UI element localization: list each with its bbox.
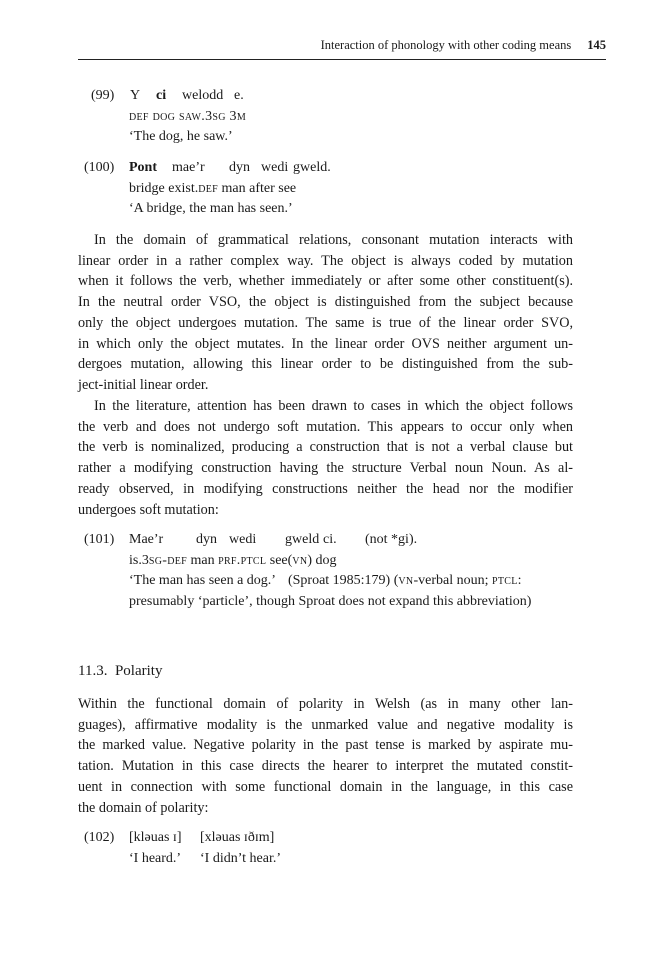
- text-line: guages), affirmative modality is the unmarked value and negative modality is: [78, 716, 573, 733]
- gloss-part: see(: [266, 552, 293, 568]
- word: mae’r: [172, 160, 205, 175]
- word: Y: [130, 88, 141, 103]
- translation-line: presumably ‘particle’, though Sproat does not expand this abbreviation): [129, 593, 532, 609]
- example-translation: [78, 199, 578, 220]
- gloss-abbrev: prf.ptcl: [218, 552, 267, 568]
- text-line: the verb and does not undergo soft mutation. This appears to occur only when: [78, 418, 573, 435]
- word: wedi: [229, 532, 257, 547]
- example-translation: [78, 849, 578, 870]
- text-line: ject-initial linear order.: [78, 376, 209, 393]
- phonetic-form: [xləuas ɪðɪm]: [200, 830, 275, 845]
- text-line: tation. Mutation in this case directs the hearer to interpret the mutated constit-: [78, 758, 573, 775]
- text-line: In the neutral order VSO, the object is distinguished from the subject because: [78, 294, 573, 311]
- text-line: when it follows the verb, whether immediately or after some other constituent(s).: [78, 273, 573, 290]
- paragraph-2: [78, 396, 573, 520]
- running-title: Interaction of phonology with other coding means: [320, 38, 572, 52]
- word: welodd: [182, 88, 224, 103]
- example-102: [78, 828, 578, 869]
- word: (not *gi).: [365, 532, 418, 547]
- header-rule: [78, 59, 606, 60]
- gloss-part: man after see: [218, 180, 297, 196]
- word: dyn: [229, 160, 250, 175]
- example-gloss: [78, 179, 578, 200]
- word: gweld: [285, 532, 320, 547]
- section-number: 11.3.: [78, 663, 108, 679]
- example-number: (102): [84, 830, 115, 845]
- gloss-abbrev: def: [198, 180, 219, 196]
- text-line: Within the functional domain of polarity in Welsh (as in many other lan-: [78, 696, 573, 712]
- word: wedi: [261, 160, 289, 175]
- example-translation: [78, 571, 618, 592]
- citation: :: [517, 573, 522, 588]
- word: gweld.: [293, 160, 331, 175]
- translation: ‘I didn’t hear.’: [200, 850, 281, 866]
- example-translation-cont: [78, 592, 618, 613]
- text-line: ready observed, in modifying constructions neither the head nor the modifier: [78, 480, 573, 497]
- citation: -verbal noun;: [413, 573, 492, 588]
- example-gloss: [78, 107, 578, 128]
- gloss-abbrev: sg-def: [148, 552, 187, 568]
- example-words: [78, 86, 578, 107]
- text-line: undergoes soft mutation:: [78, 501, 219, 518]
- word: e.: [234, 88, 244, 103]
- translation: ‘The man has seen a dog.’: [129, 573, 276, 588]
- gloss-part: bridge exist.: [129, 180, 199, 196]
- example-number: (100): [84, 160, 115, 175]
- example-translation: [78, 127, 578, 148]
- translation-line: ‘A bridge, the man has seen.’: [129, 201, 293, 216]
- example-words: [78, 530, 618, 551]
- gloss-part: man: [186, 552, 219, 568]
- word: Pont: [129, 160, 157, 175]
- word: ci.: [323, 532, 337, 547]
- section-heading: [78, 663, 162, 680]
- example-gloss: [78, 551, 618, 572]
- translation-line: ‘The dog, he saw.’: [129, 129, 233, 144]
- word: Mae’r: [129, 532, 164, 547]
- example-number: (101): [84, 532, 115, 547]
- text-line: uent in connection with some functional domain in the language, in this case: [78, 778, 573, 795]
- text-line: rather a modifying construction having the structure Verbal noun Noun. As al-: [78, 460, 573, 477]
- gloss-part: ) dog: [307, 552, 337, 568]
- text-line: linear order in a rather complex way. The object is always coded by mutation: [78, 252, 573, 269]
- word: ci: [156, 88, 167, 103]
- gloss-line: [129, 179, 296, 200]
- gloss-abbrev: vn: [398, 573, 414, 588]
- paragraph-3: [78, 694, 573, 818]
- page-number: 145: [587, 38, 606, 52]
- section-title: Polarity: [114, 663, 163, 679]
- phonetic-form: [kləuas ɪ]: [129, 830, 182, 845]
- gloss-line: def dog saw.3sg 3m: [129, 108, 247, 124]
- example-forms: [78, 828, 578, 849]
- text-line: the domain of polarity:: [78, 799, 209, 816]
- text-line: In the literature, attention has been drawn to cases in which the object follows: [94, 398, 573, 414]
- text-line: the verb is nominalized, producing a construction that is not a verbal clause but: [78, 439, 573, 456]
- paragraph-1: [78, 230, 573, 396]
- example-100: [78, 158, 578, 220]
- text-line: dergoes mutation, allowing this linear order to be distinguished from the sub-: [78, 356, 573, 373]
- text-line: In the domain of grammatical relations, consonant mutation interacts with: [94, 232, 573, 248]
- citation: (Sproat 1985:179) (: [287, 573, 399, 588]
- translation: ‘I heard.’: [129, 850, 182, 866]
- example-number: (99): [91, 88, 115, 103]
- example-words: [78, 158, 578, 179]
- example-101: [78, 530, 618, 612]
- gloss-abbrev: ptcl: [491, 573, 518, 588]
- translation-line: [129, 571, 522, 592]
- example-99: [78, 86, 578, 148]
- text-line: only the object undergoes mutation. The same is true of the linear order SVO,: [78, 314, 573, 331]
- word: dyn: [196, 532, 217, 547]
- gloss-part: is.3: [129, 552, 149, 568]
- gloss-abbrev: vn: [292, 552, 308, 568]
- text-line: the marked value. Negative polarity in the past tense is marked by aspirate mu-: [78, 737, 573, 754]
- gloss-line: [129, 551, 337, 572]
- running-header: [78, 38, 606, 53]
- text-line: in which only the object mutates. In the linear order OVS neither argument un-: [78, 335, 573, 352]
